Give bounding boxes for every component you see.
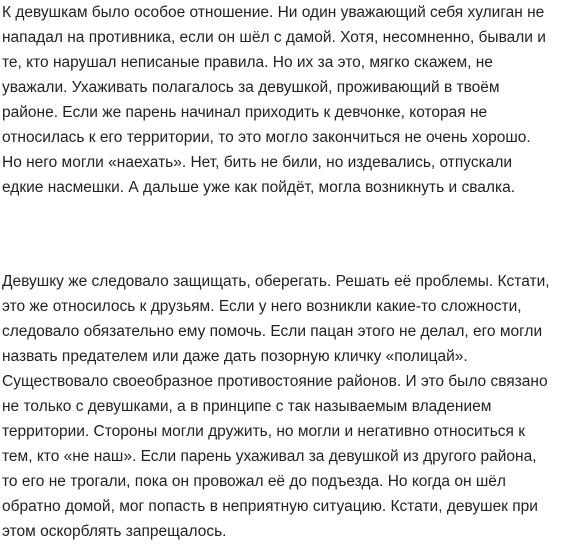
paragraph-line: едкие насмешки. А дальше уже как пойдёт, могла возникнуть и свалка. (2, 179, 516, 196)
article-body (2, 0, 558, 544)
paragraph-line: Но него могли «наехать». Нет, бить не били, но издевались, отпускали (2, 154, 513, 171)
paragraph-line: Девушку же следовало защищать, оберегать. Решать её проблемы. Кстати, (2, 273, 550, 290)
paragraph-line: К девушкам было особое отношение. Ни один уважающий себя хулиган не (2, 4, 545, 21)
paragraph-line: территории. Стороны могли дружить, но могли и негативно относиться к (2, 423, 526, 440)
paragraph-line: то его не трогали, пока он провожал её до подъезда. Но когда он шёл (2, 473, 506, 490)
paragraph-line: не только с девушками, а в принципе с так называемым владением (2, 398, 492, 415)
paragraph-2 (2, 269, 558, 544)
paragraph-line: тем, кто «не наш». Если парень ухаживал за девушкой из другого района, (2, 448, 537, 465)
paragraph-spacer (2, 200, 558, 269)
paragraph-line: районе. Если же парень начинал приходить к девчонке, которая не (2, 104, 488, 121)
paragraph-line: те, кто нарушал неписаные правила. Но их за это, мягко скажем, не (2, 54, 493, 71)
paragraph-line: следовало обязательно ему помочь. Если пацан этого не делал, его могли (2, 323, 543, 340)
paragraph-line: обратно домой, мог попасть в неприятную ситуацию. Кстати, девушек при (2, 498, 538, 515)
paragraph-line: Существовало своеобразное противостояние районов. И это было связано (2, 373, 548, 390)
paragraph-line: нападал на противника, если он шёл с дамой. Хотя, несомненно, бывали и (2, 29, 546, 46)
paragraph-line: этом оскорблять запрещалось. (2, 523, 227, 540)
paragraph-line: это же относилось к друзьям. Если у него возникли какие-то сложности, (2, 298, 522, 315)
paragraph-line: уважали. Ухаживать полагалось за девушкой, проживающий в твоём (2, 79, 500, 96)
paragraph-1 (2, 0, 558, 200)
paragraph-line: относилась к его территории, то это могло закончиться не очень хорошо. (2, 129, 531, 146)
paragraph-line: назвать предателем или даже дать позорную кличку «полицай». (2, 348, 468, 365)
